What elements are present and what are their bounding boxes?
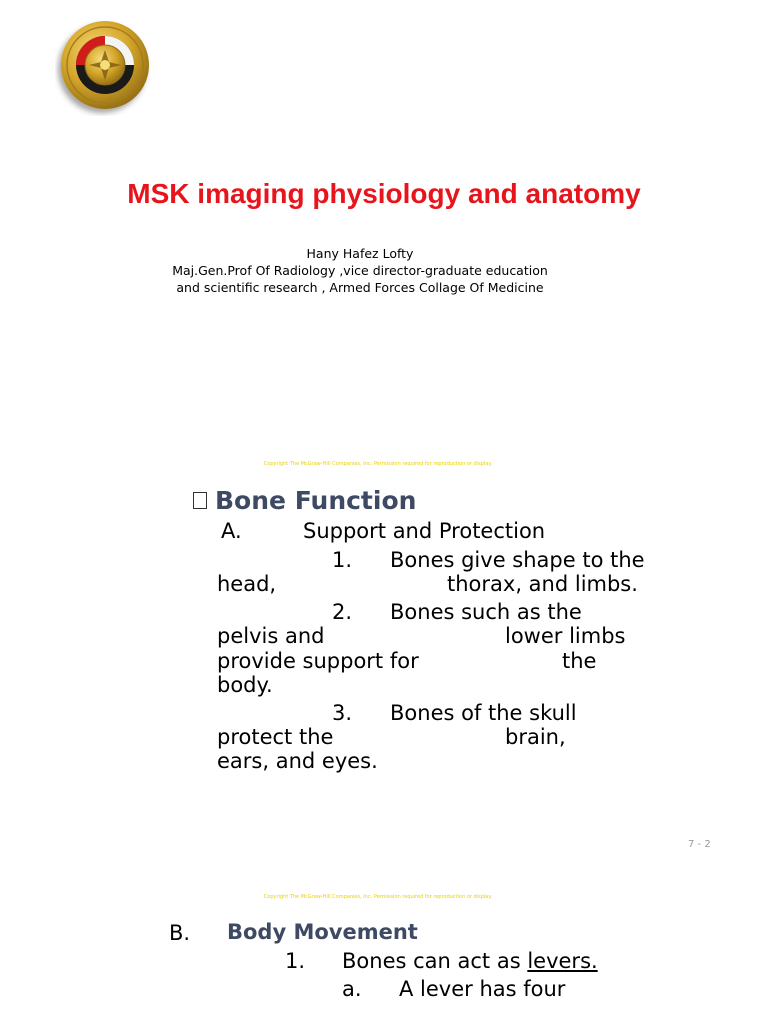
item-text: Bones give shape to the	[390, 548, 645, 572]
copyright-notice: Copyright The McGraw-Hill Companies, Inc. Permission required for reproduction or display.	[263, 461, 493, 467]
item-number: 3.	[332, 701, 353, 725]
sub-item-label: a.	[342, 977, 362, 1001]
author-position: Maj.Gen.Prof Of Radiology ,vice director-graduate education	[172, 263, 548, 278]
item-text: ears, and eyes.	[217, 749, 378, 773]
item-text: Bones of the skull	[390, 701, 577, 725]
item-text: lower limbs	[505, 624, 626, 648]
item-text: body.	[217, 673, 273, 697]
copyright-notice: Copyright The McGraw-Hill Companies, Inc. Permission required for reproduction or display.	[263, 894, 493, 900]
item-text: pelvis and	[217, 624, 325, 648]
sub-section-title: Support and Protection	[303, 519, 546, 543]
item-number: 1.	[285, 949, 306, 973]
section-heading	[193, 486, 416, 515]
page-number: 7 - 2	[688, 839, 711, 850]
item-text: head,	[217, 572, 277, 596]
item-text	[342, 949, 598, 974]
author-name: Hany Hafez Lofty	[306, 246, 414, 261]
item-text: brain,	[505, 725, 566, 749]
author-block	[0, 245, 720, 296]
sub-item-text: A lever has four	[399, 977, 566, 1001]
levers-term: levers.	[527, 949, 598, 973]
bullet-square-icon	[193, 492, 207, 509]
item-number: 1.	[332, 548, 353, 572]
bone-function-heading: Bone Function	[215, 486, 417, 515]
slide-title: MSK imaging physiology and anatomy	[127, 178, 641, 209]
author-affiliation: and scientific research , Armed Forces Collage Of Medicine	[176, 280, 544, 295]
item-text: Bones such as the	[390, 600, 582, 624]
item-text: protect the	[217, 725, 334, 749]
item-text: provide support for	[217, 649, 419, 673]
college-seal-logo	[55, 18, 153, 116]
section-label: B.	[169, 921, 191, 945]
item-text: thorax, and limbs.	[447, 572, 638, 596]
body-movement-heading: Body Movement	[227, 920, 418, 944]
item-text-prefix: Bones can act as	[342, 949, 521, 973]
item-text: the	[562, 649, 597, 673]
sub-section-label: A.	[221, 519, 242, 543]
item-number: 2.	[332, 600, 353, 624]
